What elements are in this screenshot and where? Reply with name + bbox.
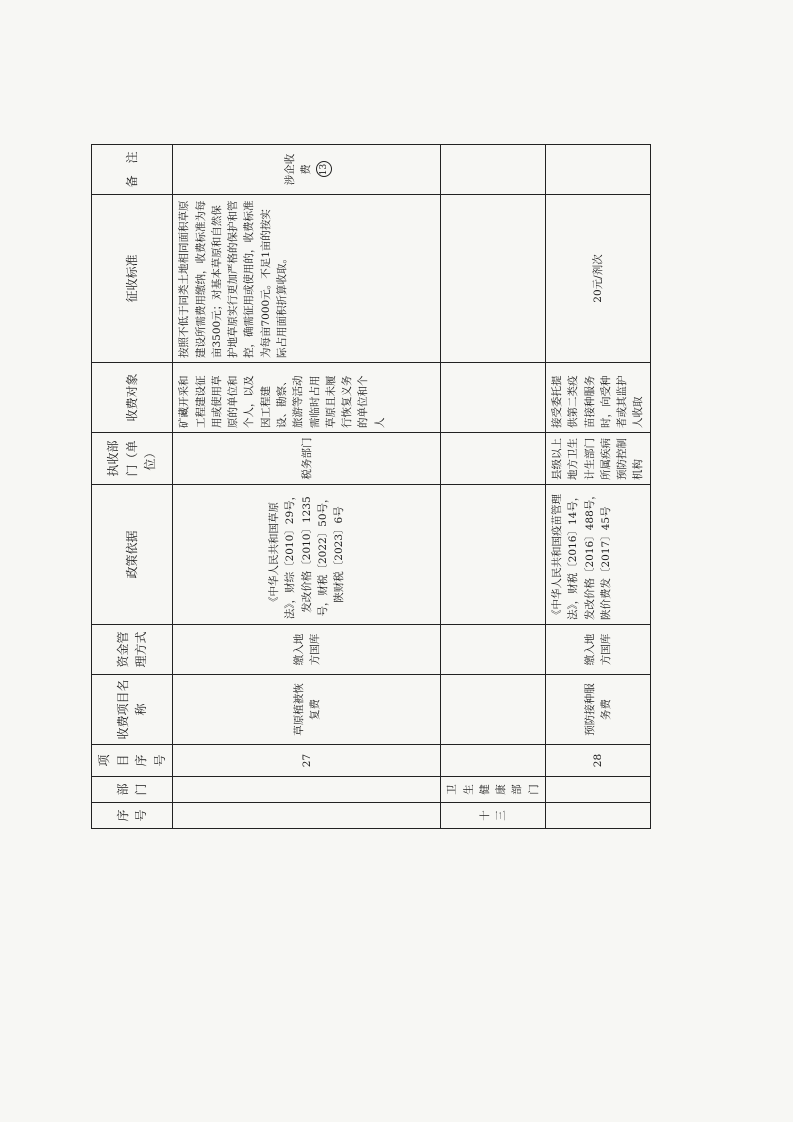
cell-payer-27: 矿藏开采和工程建设征用或使用草原的单位和个人，以及因工程建设、勘察、旅游等活动需临时占用草原且未履行恢复义务的单位和个人 [173, 363, 441, 433]
header-row [92, 145, 173, 829]
cell-seq-empty-28 [545, 803, 650, 829]
cell-standard-27: 按照不低于同类土地相同面积草原建设所需费用缴纳，收费标准为每亩3500元；对基本草原和自然保护地草原实行更加严格的保护和管控，确需征用或使用的，收费标准为每亩7000元。不足1亩的按实际占用面积折算收取。 [173, 195, 441, 363]
cell-note-27 [173, 145, 441, 195]
header-item-seq: 项目序号 [92, 745, 173, 777]
cell-collector-27: 税务部门 [173, 433, 441, 485]
cell-seq-empty [173, 803, 441, 829]
cell-section-dept: 卫生健康部门 [441, 777, 546, 803]
cell-item-name-27: 草原植被恢复费 [173, 675, 441, 745]
rotated-fee-table-sheet [91, 145, 645, 829]
header-collector: 执收部门（单位） [92, 433, 173, 485]
cell-policy-28: 《中华人民共和国疫苗管理法》，财税〔2016〕14号，发改价格〔2016〕488号，陕价费发〔2017〕45号 [545, 485, 650, 625]
header-payer: 收费对象 [92, 363, 173, 433]
header-seq: 序号 [92, 803, 173, 829]
footnote-13-mark: 13 [316, 162, 332, 178]
cell-payer-28: 接受委托提供第二类疫苗接种服务时，向受种者或其监护人收取 [545, 363, 650, 433]
cell-policy-27: 《中华人民共和国草原法》，财综〔2010〕29号，发改价格〔2010〕1235号，财税〔2022〕50号，陕财税〔2023〕6号 [173, 485, 441, 625]
cell-standard-28: 20元/剂次 [545, 195, 650, 363]
cell-item-name-28: 预防接种服务费 [545, 675, 650, 745]
header-item-name: 收费项目名称 [92, 675, 173, 745]
header-dept: 部门 [92, 777, 173, 803]
fee-table [91, 144, 651, 829]
cell-section-seq: 十三 [441, 803, 546, 829]
cell-fund-mgmt-27: 缴入地方国库 [173, 625, 441, 675]
table-row-27 [173, 145, 441, 829]
header-note: 备 注 [92, 145, 173, 195]
cell-dept-empty-28 [545, 777, 650, 803]
cell-item-seq-27: 27 [173, 745, 441, 777]
cell-item-seq-28: 28 [545, 745, 650, 777]
header-policy: 政策依据 [92, 485, 173, 625]
section-row-13 [441, 145, 546, 829]
table-row-28 [545, 145, 650, 829]
header-fund-mgmt: 资金管理方式 [92, 625, 173, 675]
header-standard: 征收标准 [92, 195, 173, 363]
note-text-27: 涉企收费 [284, 153, 313, 186]
cell-fund-mgmt-28: 缴入地方国库 [545, 625, 650, 675]
cell-note-28 [545, 145, 650, 195]
cell-collector-28: 县级以上地方卫生计生部门所属疾病预防控制机构 [545, 433, 650, 485]
cell-dept-empty [173, 777, 441, 803]
